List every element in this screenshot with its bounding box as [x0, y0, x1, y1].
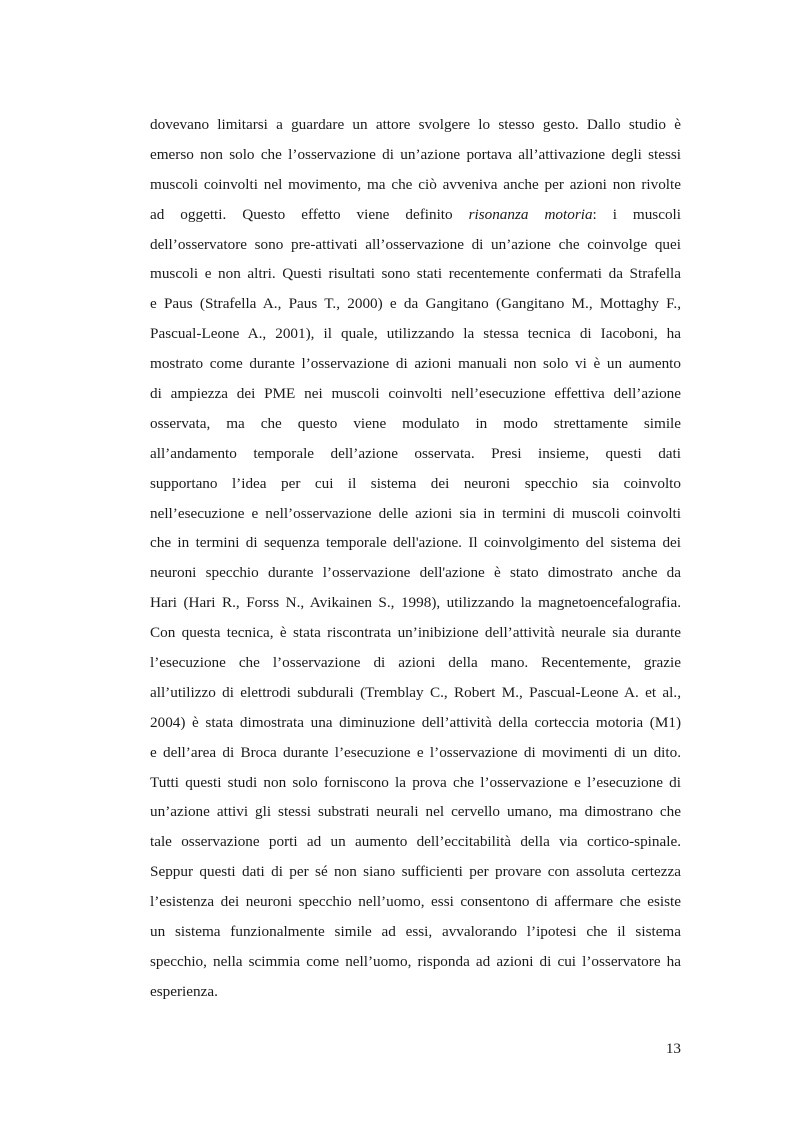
- text-line: di ampiezza dei PME nei muscoli coinvolti nell’esecuzione effettiva dell’azione: [150, 385, 681, 403]
- text-line: Pascual-Leone A., 2001), il quale, utilizzando la stessa tecnica di Iacoboni, ha: [150, 325, 681, 343]
- text-line: nell’esecuzione e nell’osservazione delle azioni sia in termini di muscoli coinvolti: [150, 504, 681, 522]
- text-line: Seppur questi dati di per sé non siano sufficienti per provare con assoluta certezza: [150, 863, 681, 881]
- text-line: Tutti questi studi non solo forniscono la prova che l’osservazione e l’esecuzione di: [150, 773, 681, 791]
- text-line: esperienza.: [150, 982, 218, 1000]
- text-line: Hari (Hari R., Forss N., Avikainen S., 1998), utilizzando la magnetoencefalografia.: [150, 594, 681, 612]
- text-line: un sistema funzionalmente simile ad essi, avvalorando l’ipotesi che il sistema: [150, 923, 681, 941]
- text-run: ad oggetti. Questo effetto viene definito: [150, 205, 469, 223]
- text-line: tale osservazione porti ad un aumento dell’eccitabilità della via cortico-spinale.: [150, 833, 681, 851]
- text-line: emerso non solo che l’osservazione di un’azione portava all’attivazione degli stessi: [150, 145, 681, 163]
- text-line: mostrato come durante l’osservazione di azioni manuali non solo vi è un aumento: [150, 355, 681, 373]
- text-line: muscoli e non altri. Questi risultati sono stati recentemente confermati da Strafella: [150, 265, 681, 283]
- text-line: all’andamento temporale dell’azione osservata. Presi insieme, questi dati: [150, 444, 681, 462]
- text-run: : i muscoli: [592, 205, 681, 223]
- body-paragraph: [150, 110, 681, 1007]
- text-line: che in termini di sequenza temporale dell'azione. Il coinvolgimento del sistema dei: [150, 534, 681, 552]
- text-line: [150, 200, 681, 230]
- text-line: osservata, ma che questo viene modulato in modo strettamente simile: [150, 414, 681, 432]
- text-line: e Paus (Strafella A., Paus T., 2000) e da Gangitano (Gangitano M., Mottaghy F.,: [150, 295, 681, 313]
- text-line: dovevano limitarsi a guardare un attore svolgere lo stesso gesto. Dallo studio è: [150, 116, 681, 133]
- text-line: un’azione attivi gli stessi substrati neurali nel cervello umano, ma dimostrano che: [150, 803, 681, 821]
- text-line: l’esecuzione che l’osservazione di azioni della mano. Recentemente, grazie: [150, 654, 681, 672]
- text-line: muscoli coinvolti nel movimento, ma che ciò avveniva anche per azioni non rivolte: [150, 175, 681, 193]
- text-line: Con questa tecnica, è stata riscontrata un’inibizione dell’attività neurale sia durante: [150, 624, 681, 642]
- text-line: all’utilizzo di elettrodi subdurali (Tremblay C., Robert M., Pascual-Leone A. et al.,: [150, 683, 681, 701]
- italic-term: risonanza motoria: [468, 205, 593, 223]
- text-line: e dell’area di Broca durante l’esecuzione e l’osservazione di movimenti di un dito.: [150, 743, 681, 761]
- text-line: l’esistenza dei neuroni specchio nell’uomo, essi consentono di affermare che esiste: [150, 893, 681, 911]
- page-number: 13: [665, 1040, 681, 1057]
- text-line: neuroni specchio durante l’osservazione dell'azione è stato dimostrato anche da: [150, 564, 681, 582]
- text-line: specchio, nella scimmia come nell’uomo, risponda ad azioni di cui l’osservatore ha: [150, 952, 681, 970]
- text-line: supportano l’idea per cui il sistema dei neuroni specchio sia coinvolto: [150, 474, 681, 492]
- text-line: dell’osservatore sono pre-attivati all’osservazione di un’azione che coinvolge quei: [150, 235, 681, 253]
- text-line: 2004) è stata dimostrata una diminuzione dell’attività della corteccia motoria (M1): [150, 713, 681, 731]
